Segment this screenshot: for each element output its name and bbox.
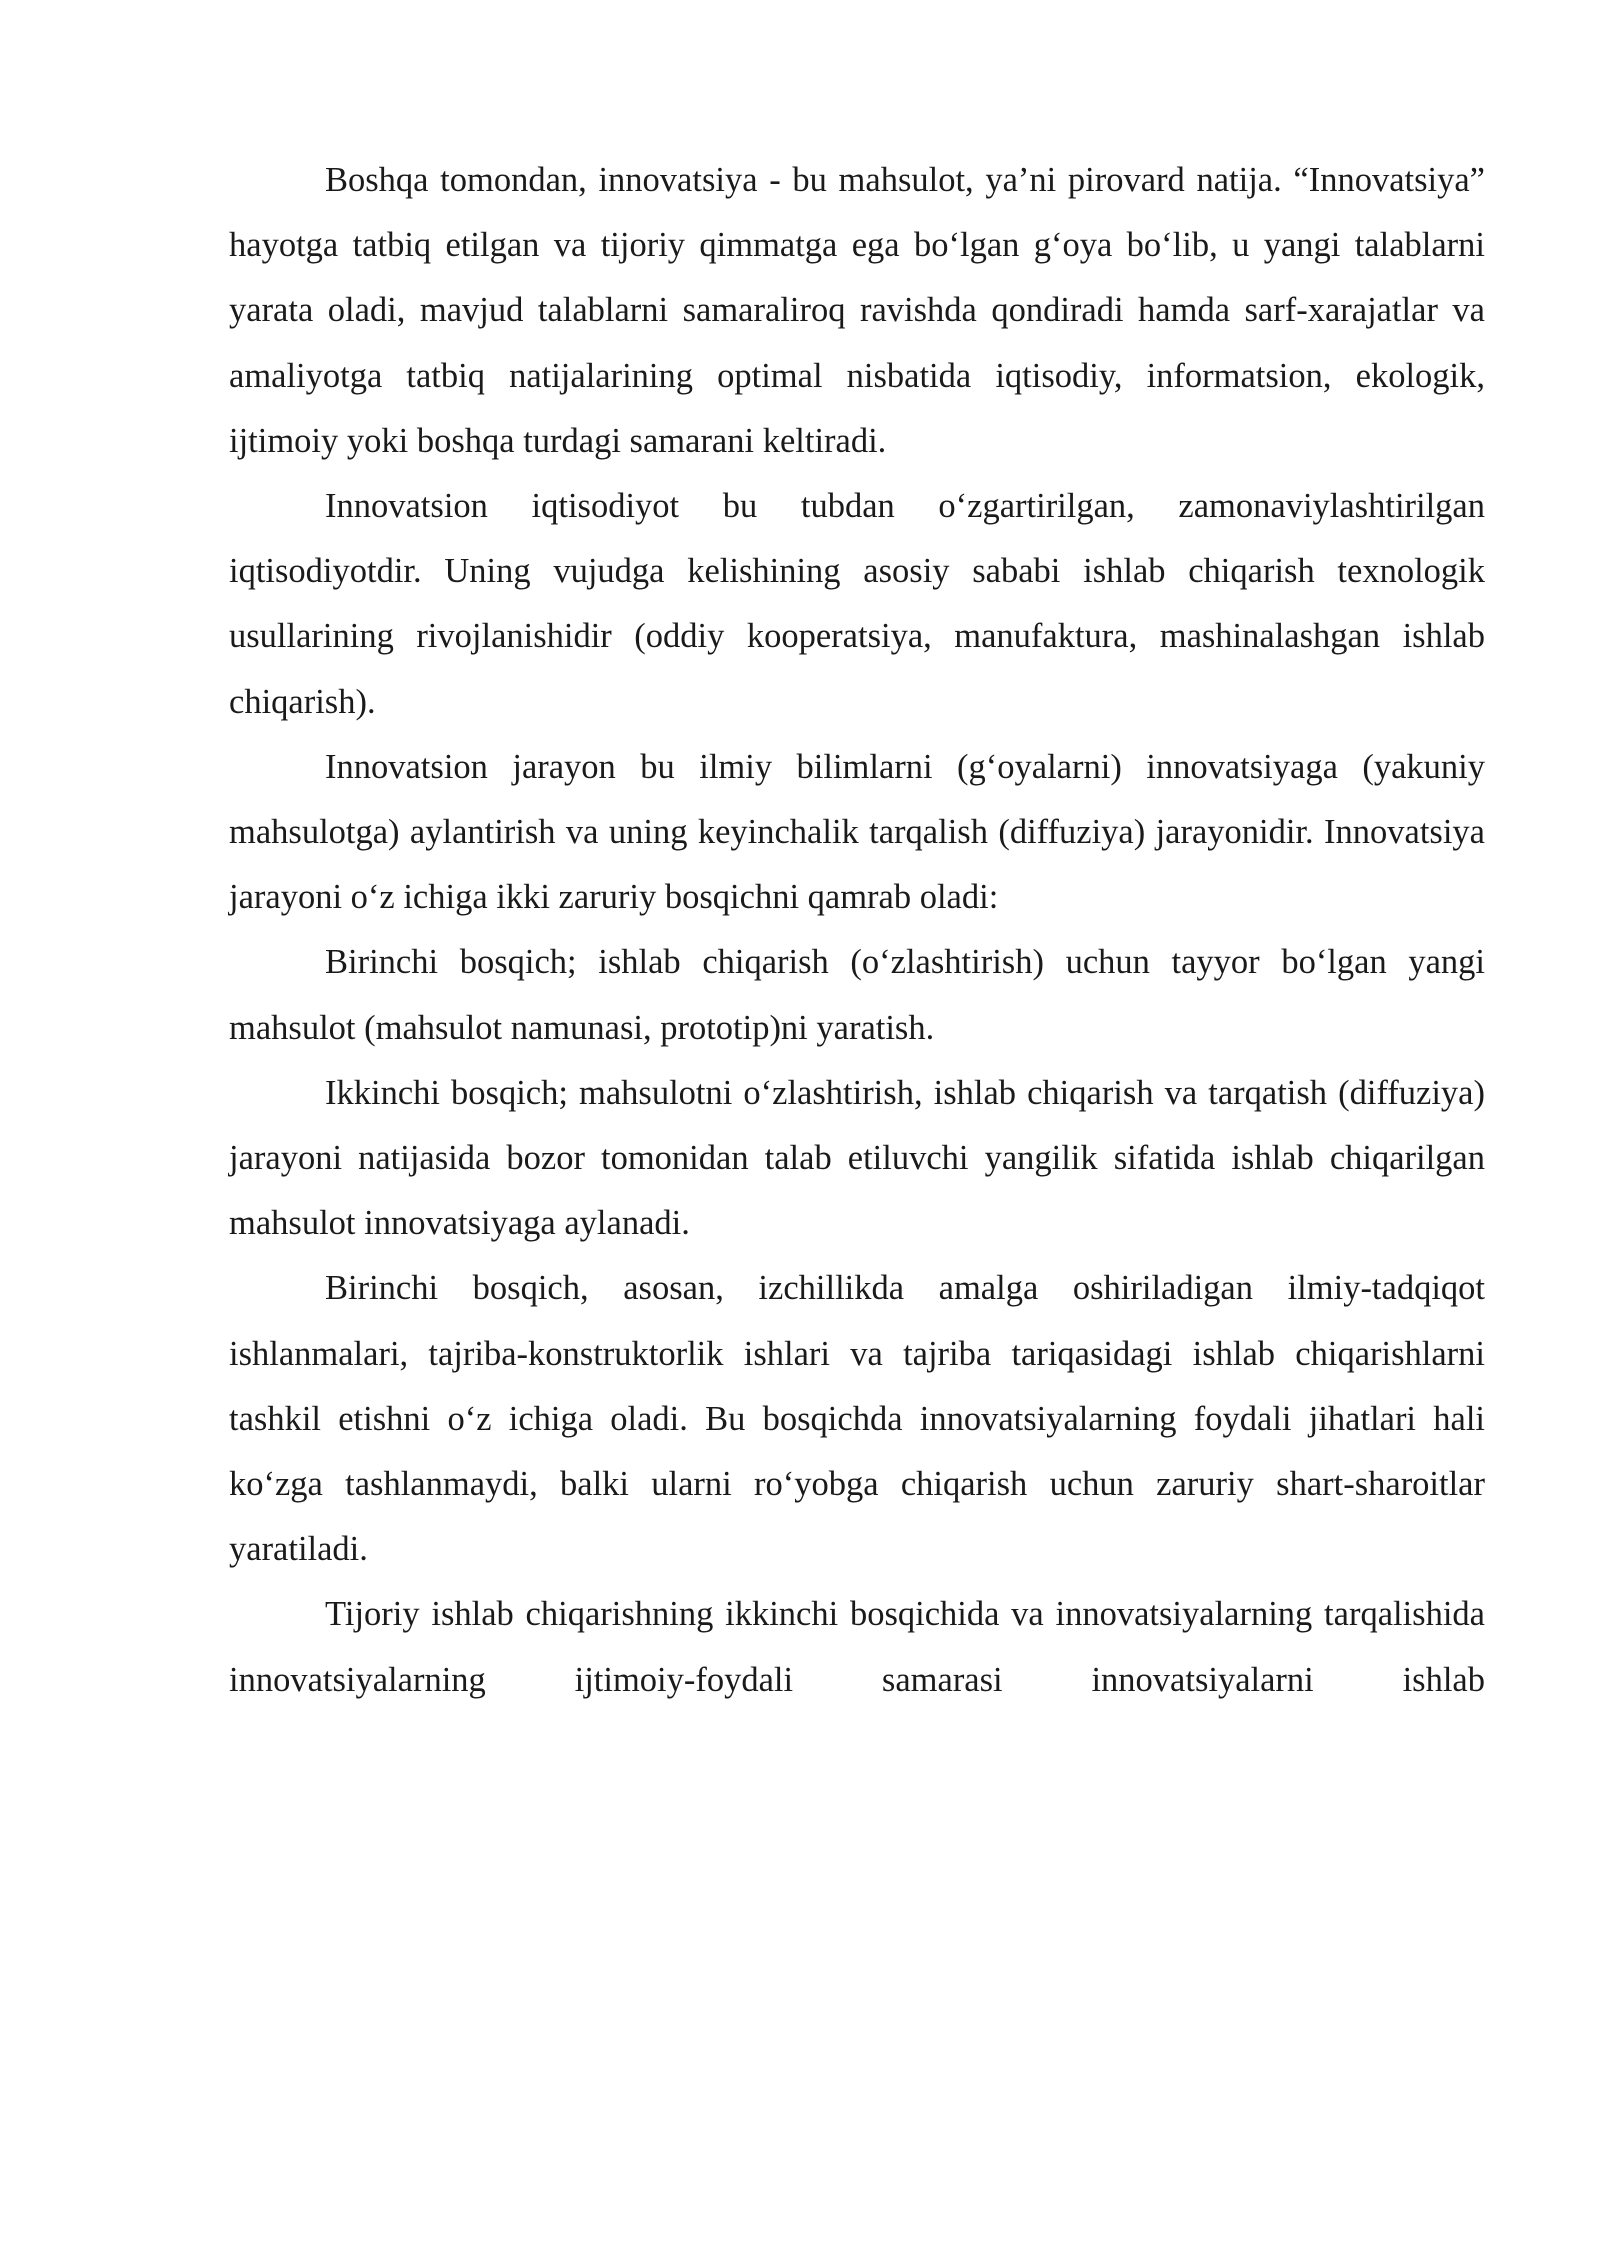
paragraph-first-stage-details: Birinchi bosqich, asosan, izchillikda amalga oshiriladigan ilmiy-tadqiqot ishlanmalari, tajriba-konstruktorlik ishlari va tajriba tariqasidagi ishlab chiqarishlarni tashkil etishni o‘z ichiga oladi. Bu bosqichda innovatsiyalarning foydali jihatlari hali ko‘zga tashlanmaydi, balki ularni ro‘yobga chiqarish uchun zaruriy shart-sharoitlar yaratiladi. <box>229 1269 1485 1569</box>
paragraph-innovation-as-product: Boshqa tomondan, innovatsiya - bu mahsulot, ya’ni pirovard natija. “Innovatsiya” hayotga tatbiq etilgan va tijoriy qimmatga ega bo‘lgan g‘oya bo‘lib, u yangi talablarni yarata oladi, mavjud talablarni samaraliroq ravishda qondiradi hamda sarf-xarajatlar va amaliyotga tatbiq natijalarining optimal nisbatida iqtisodiy, informatsion, ekologik, ijtimoiy yoki boshqa turdagi samarani keltiradi. <box>229 161 1485 460</box>
paragraph-innovation-process: Innovatsion jarayon bu ilmiy bilimlarni (g‘oyalarni) innovatsiyaga (yakuniy mahsulotga) aylantirish va uning keyinchalik tarqalish (diffuziya) jarayonidir. Innovatsiya jarayoni o‘z ichiga ikki zaruriy bosqichni qamrab oladi: <box>229 747 1485 917</box>
document-body <box>229 148 1485 1713</box>
paragraph-innovative-economy: Innovatsion iqtisodiyot bu tubdan o‘zgartirilgan, zamonaviylashtirilgan iqtisodiyotdir. Uning vujudga kelishining asosiy sababi ishlab chiqarish texnologik usullarining rivojlanishidir (oddiy kooperatsiya, manufaktura, mashinalashgan ishlab chiqarish). <box>229 487 1485 721</box>
paragraph-second-stage: Ikkinchi bosqich; mahsulotni o‘zlashtirish, ishlab chiqarish va tarqatish (diffuziya) jarayoni natijasida bozor tomonidan talab etiluvchi yangilik sifatida ishlab chiqarilgan mahsulot innovatsiyaga aylanadi. <box>229 1073 1485 1243</box>
paragraph-first-stage: Birinchi bosqich; ishlab chiqarish (o‘zlashtirish) uchun tayyor bo‘lgan yangi mahsulot (mahsulot namunasi, prototip)ni yaratish. <box>229 943 1485 1047</box>
paragraph-commercial-production: Tijoriy ishlab chiqarishning ikkinchi bosqichida va innovatsiyalarning tarqalishida innovatsiyalarning ijtimoiy-foydali samarasi innovatsiyalarni ishlab <box>229 1595 1485 1699</box>
